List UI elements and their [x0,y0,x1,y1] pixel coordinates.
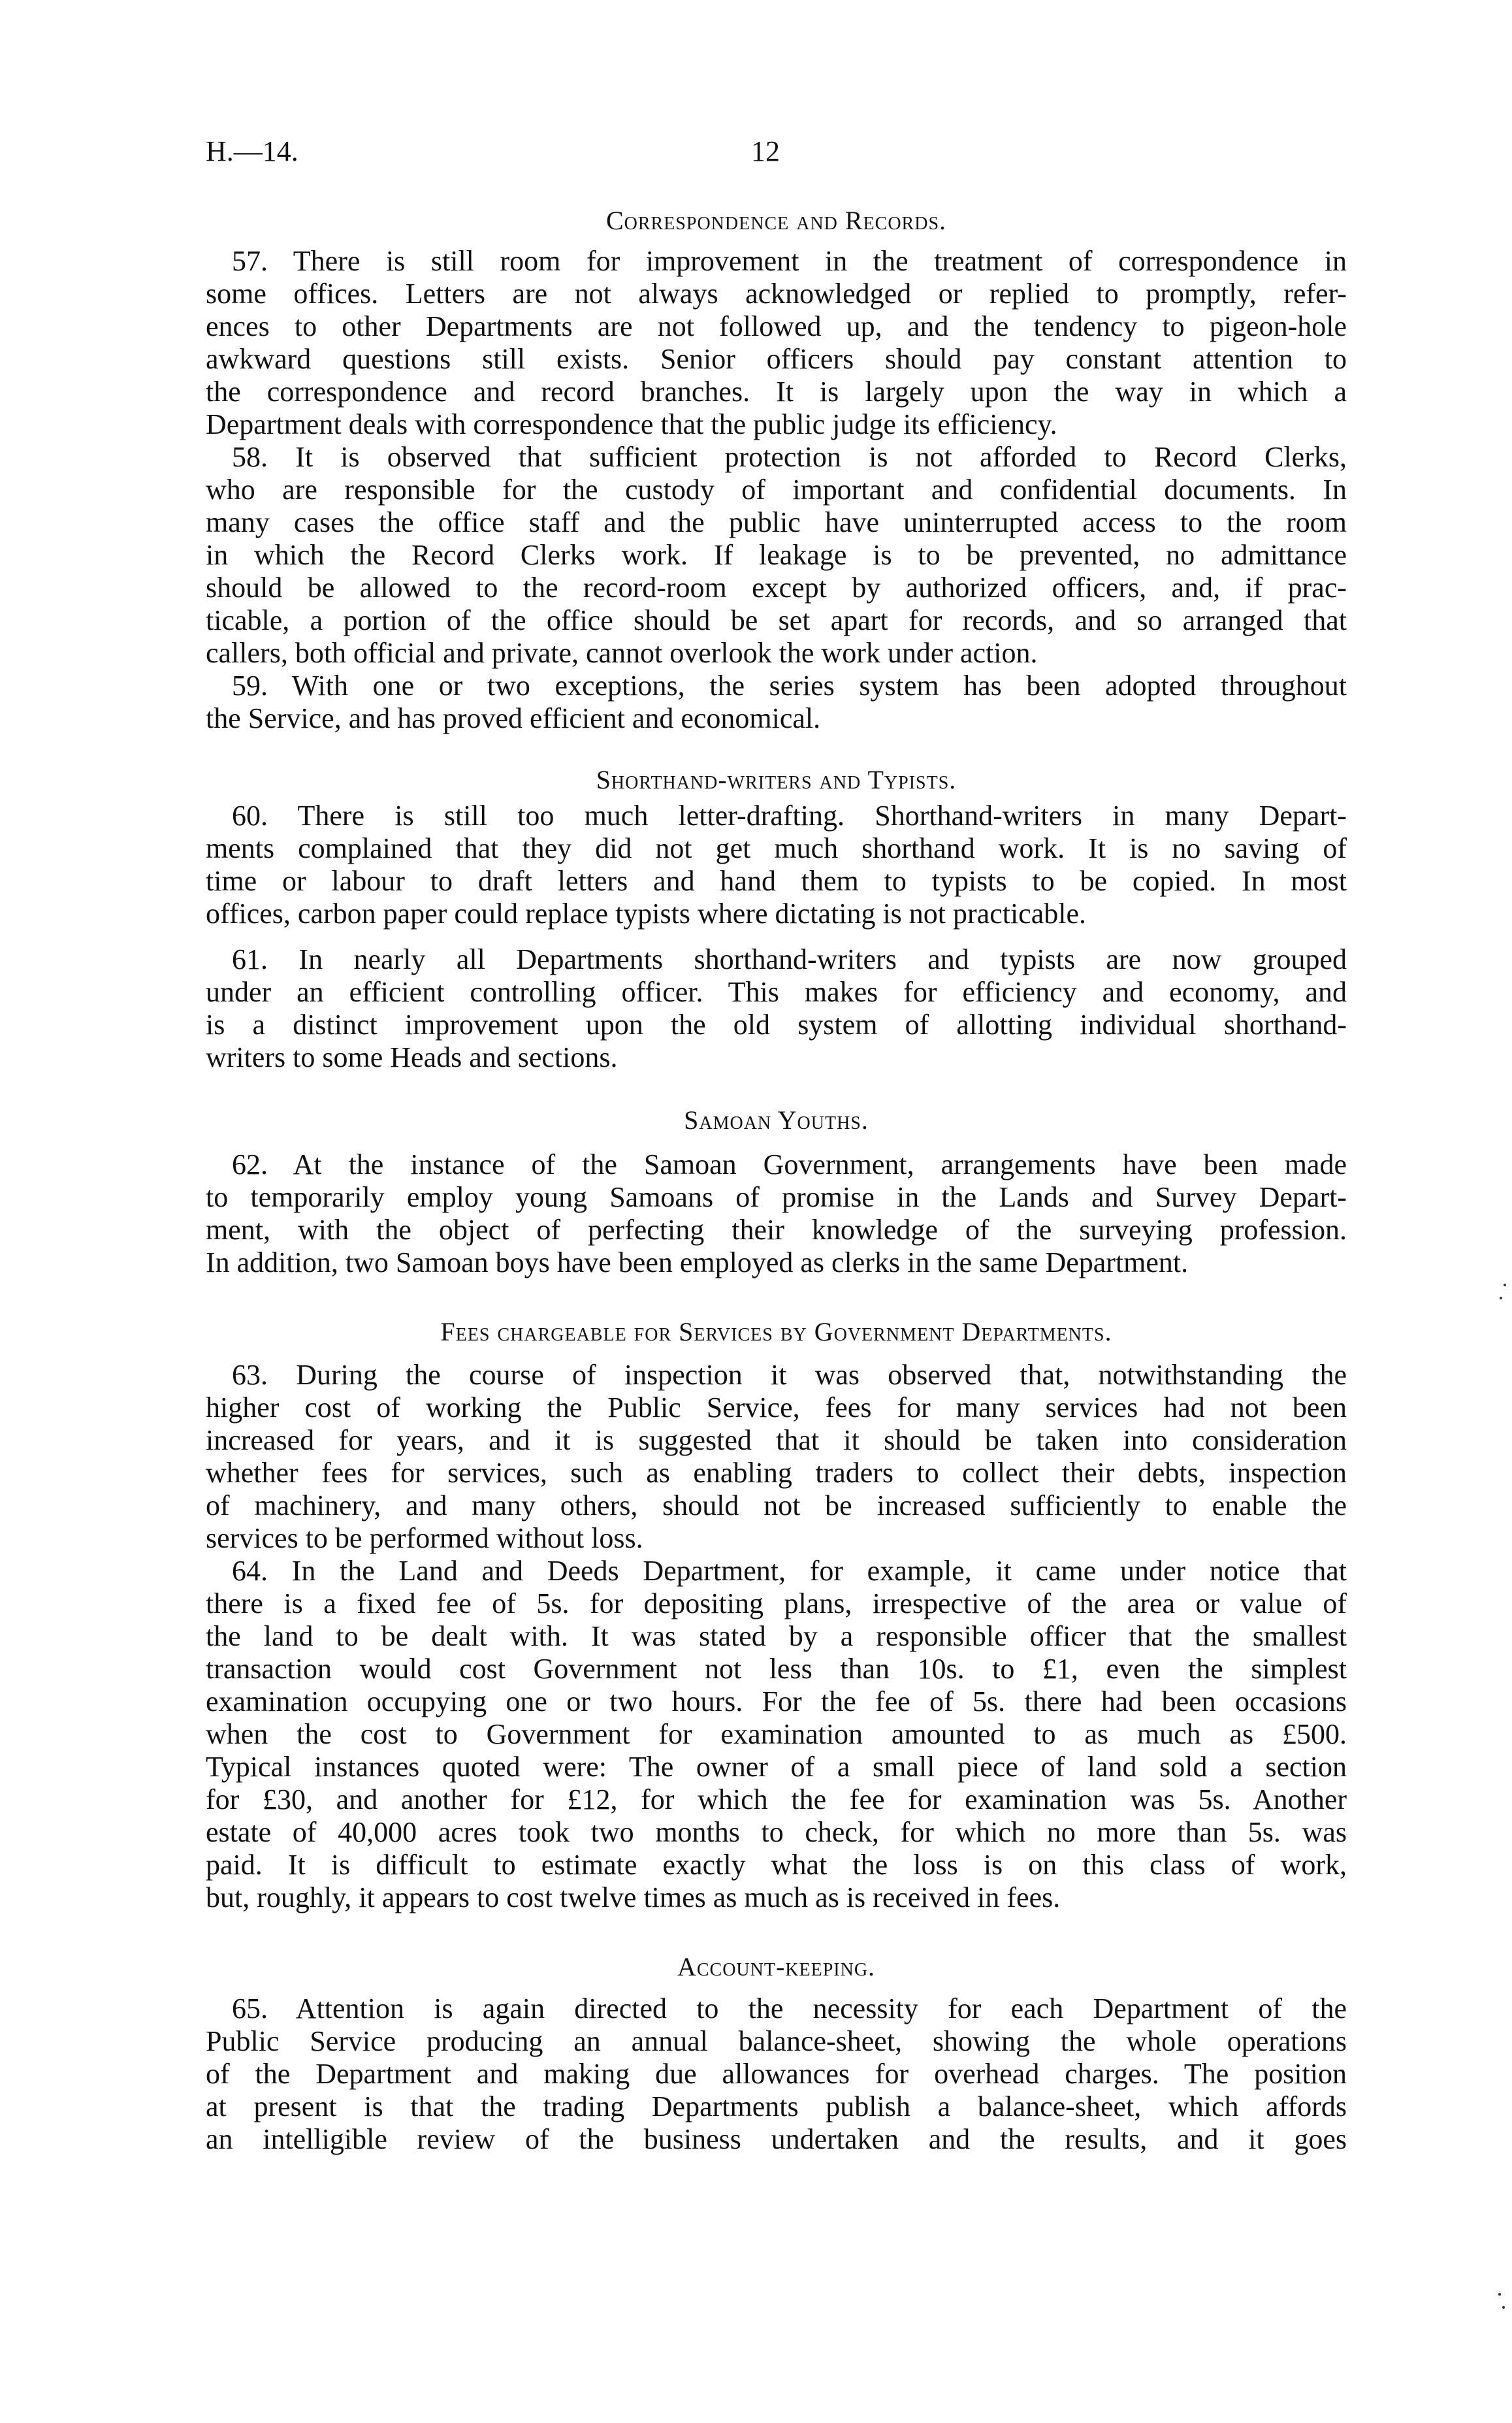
text-line: ment, with the object of perfecting their knowledge of the surveying profession. [206,1214,1347,1246]
text-line: of the Department and making due allowances for overhead charges. The position [206,2058,1347,2090]
scan-speck [1498,2293,1501,2296]
text-line: there is a fixed fee of 5s. for depositing plans, irrespective of the area or value of [206,1587,1347,1619]
text-line: time or labour to draft letters and hand them to typists to be copied. In most [206,865,1347,897]
text-line: who are responsible for the custody of important and confidential documents. In [206,474,1347,506]
text-line: some offices. Letters are not always acknowledged or replied to promptly, refer- [206,278,1347,310]
section-body [206,1148,1347,1279]
text-line: the correspondence and record branches. It is largely upon the way in which a [206,376,1347,408]
text-line: for £30, and another for £12, for which the fee for examination was 5s. Another [206,1783,1347,1815]
text-line: 62. At the instance of the Samoan Government, arrangements have been made [232,1148,1347,1180]
text-line: an intelligible review of the business undertaken and the results, and it goes [206,2123,1347,2155]
document-reference: H.—14. [206,135,298,167]
paragraph [206,1148,1347,1279]
section-heading: Fees chargeable for Services by Government Departments. [440,1317,1112,1346]
paragraph [206,800,1347,930]
text-line: Department deals with correspondence that the public judge its efficiency. [206,408,1057,440]
paragraph [206,943,1347,1074]
text-line: but, roughly, it appears to cost twelve times as much as is received in fees. [206,1881,1061,1913]
scan-speck [1502,2306,1505,2309]
text-line: 57. There is still room for improvement in the treatment of correspondence in [232,245,1347,277]
text-line: 58. It is observed that sufficient protection is not afforded to Record Clerks, [232,441,1347,473]
text-line: Public Service producing an annual balance-sheet, showing the whole operations [206,2025,1347,2057]
text-line: the Service, and has proved efficient and economical. [206,702,821,734]
section-heading: Correspondence and Records. [605,206,947,235]
text-line: services to be performed without loss. [206,1522,643,1554]
text-line: ences to other Departments are not followed up, and the tendency to pigeon-hole [206,310,1347,342]
text-line: should be allowed to the record-room except by authorized officers, and, if prac- [206,572,1347,604]
text-line: to temporarily employ young Samoans of promise in the Lands and Survey Depart- [206,1181,1347,1213]
text-line: In addition, two Samoan boys have been employed as clerks in the same Department. [206,1246,1189,1278]
text-line: callers, both official and private, cannot overlook the work under action. [206,637,1038,669]
text-line: the land to be dealt with. It was stated by a responsible officer that the smallest [206,1620,1347,1652]
text-line: ticable, a portion of the office should be set apart for records, and so arranged that [206,604,1347,636]
text-line: transaction would cost Government not less than 10s. to £1, even the simplest [206,1653,1347,1685]
paragraph [206,441,1347,670]
section-heading: Account-keeping. [677,1952,876,1981]
text-line: ments complained that they did not get much shorthand work. It is no saving of [206,832,1347,864]
text-line: paid. It is difficult to estimate exactly what the loss is on this class of work, [206,1849,1347,1881]
section-heading: Samoan Youths. [684,1105,869,1135]
text-line: offices, carbon paper could replace typists where dictating is not practicable. [206,898,1086,930]
paragraph [206,1555,1347,1914]
section-body [206,245,1347,735]
text-line: awkward questions still exists. Senior officers should pay constant attention to [206,343,1347,375]
text-line: of machinery, and many others, should not be increased sufficiently to enable the [206,1489,1347,1521]
section-body [206,800,1347,1074]
text-line: higher cost of working the Public Service, fees for many services had not been [206,1391,1347,1423]
section-body [206,1359,1347,1914]
text-line: 60. There is still too much letter-drafting. Shorthand-writers in many Depart- [232,800,1347,832]
paragraph [206,1992,1347,2156]
paragraph [206,245,1347,441]
text-line: examination occupying one or two hours. For the fee of 5s. there had been occasions [206,1685,1347,1717]
text-line: estate of 40,000 acres took two months to check, for which no more than 5s. was [206,1816,1347,1848]
text-line: 59. With one or two exceptions, the series system has been adopted throughout [232,670,1347,702]
text-line: is a distinct improvement upon the old system of allotting individual shorthand- [206,1009,1347,1041]
text-line: whether fees for services, such as enabling traders to collect their debts, inspection [206,1457,1347,1489]
text-line: under an efficient controlling officer. This makes for efficiency and economy, and [206,976,1347,1008]
text-line: 64. In the Land and Deeds Department, for example, it came under notice that [232,1555,1347,1587]
paragraph [206,670,1347,735]
text-line: writers to some Heads and sections. [206,1041,618,1073]
text-line: increased for years, and it is suggested that it should be taken into consideration [206,1424,1347,1456]
scan-speck [1500,1297,1502,1299]
text-line: 61. In nearly all Departments shorthand-writers and typists are now grouped [232,943,1347,975]
section-body [206,1992,1347,2156]
page-number: 12 [751,135,780,167]
paragraph [206,1359,1347,1555]
scan-speck [1504,1284,1506,1286]
text-line: at present is that the trading Departments publish a balance-sheet, which affords [206,2090,1347,2122]
text-line: many cases the office staff and the public have uninterrupted access to the room [206,506,1347,538]
section-heading: Shorthand-writers and Typists. [596,765,957,794]
text-line: when the cost to Government for examination amounted to as much as £500. [206,1718,1347,1750]
text-line: 63. During the course of inspection it was observed that, notwithstanding the [232,1359,1347,1391]
text-line: in which the Record Clerks work. If leakage is to be prevented, no admittance [206,539,1347,571]
text-line: Typical instances quoted were: The owner of a small piece of land sold a section [206,1751,1347,1783]
text-line: 65. Attention is again directed to the necessity for each Department of the [232,1992,1347,2025]
